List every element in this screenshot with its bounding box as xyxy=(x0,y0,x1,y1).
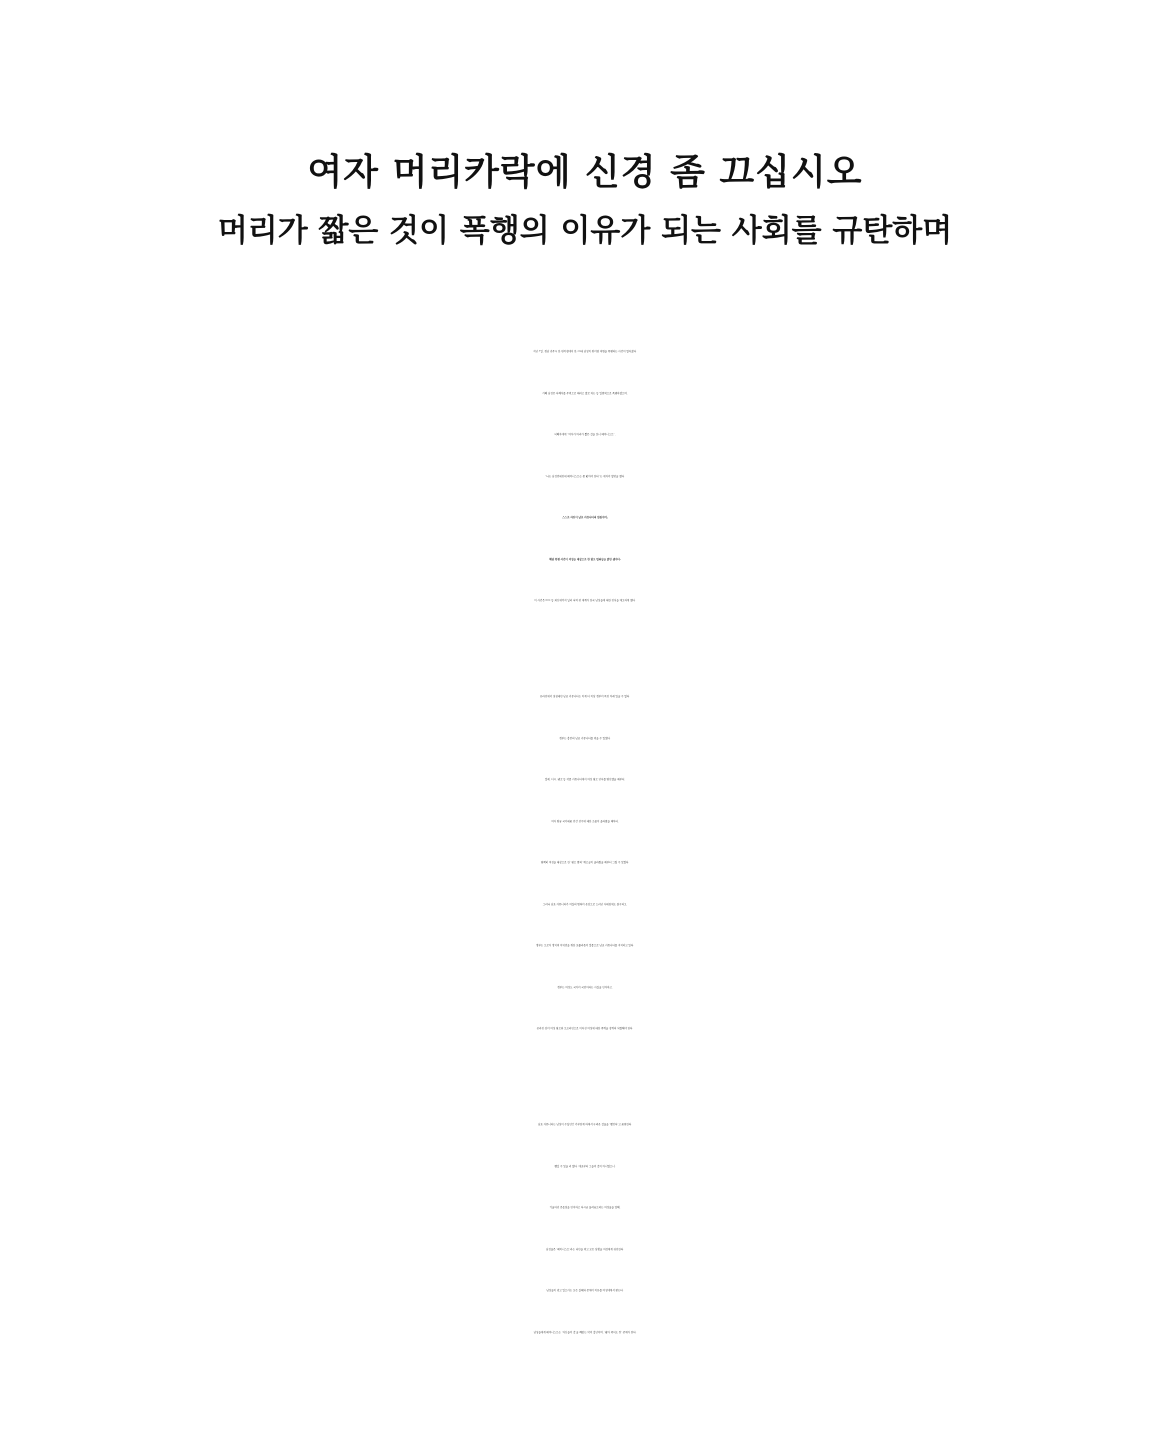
paragraph-line: 이 사건은 BBC 등 외신에까지 널리 퍼져 전 세계가 한국 남성들에 대한 인식을 재고하게 했다. xyxy=(534,599,636,602)
paragraph-line: 남성들은 ‘페미니스트’라는 낙인을 찍고 모든 상황을 여성에게 귀인한다. xyxy=(546,1247,624,1251)
paragraph-line: 남성들이 겪고 일으키는 모든 실패와 문제의 이유를 여성에게서 찾는다. xyxy=(546,1289,624,1292)
paragraph-line: 일베, 디시, 펨코 등 각종 커뮤니티에서 여성 혐오 단어를 양산했을 때부터, xyxy=(544,778,626,781)
paragraph-line: 정부는 여성도 국가의 국민이라는 사실을 인지하고, xyxy=(557,985,613,989)
paragraph-line: “나는 남성연대인데 페미니스트는 좀 맞아야 한다”는 취지의 발언을 했다. xyxy=(545,474,625,478)
paragraph-line: 남성들에게 페미니스트는 ‘자신들의 것’을 빼앗는 악의 집단이며, ‘맞아 죽어도 싼’ 존재가 된다. xyxy=(533,1330,637,1334)
paragraph-line: 온라인 상의 여성 혐오와 오프라인으로 이어진 여성에 대한 폭력을 강력히 처벌해야 한다. xyxy=(536,1027,634,1030)
paragraph-line: 그러나 남초 커뮤니티가 여실히 범죄의 온상으로 드러난 사태임에도 불구하고, xyxy=(542,902,628,906)
paragraph-line: 온라인에서 징징대던 남초 커뮤니티는 이제 더 이상 정부의 묵인 아래 있을 수 없다. xyxy=(539,695,631,698)
subtitle: 머리가 짧은 것이 폭행의 이유가 되는 사회를 규탄하며 xyxy=(217,213,953,249)
main-title: 여자 머리카락에 신경 좀 끄십시오 xyxy=(307,152,863,193)
paragraph-government xyxy=(0,676,1170,1050)
title-block xyxy=(0,143,1170,259)
paragraph-line: 기울어진 운동장을 인지하고 다시금 돌려놓으려는 여성들을 향해, xyxy=(549,1206,621,1209)
paragraph-line: 명백히 여성을 대상으로 한 ‘혐오 범죄’ 예고글이 올라왔을 때부터 그럴 수 있었다. xyxy=(540,861,630,864)
paragraph-line: 피해자에게 “여자가 머리가 짧은 것을 보니 페미니스트”, xyxy=(554,433,616,436)
paragraph-community xyxy=(0,1104,1170,1353)
paragraph-line: 여자 양궁 국가대표 안산 선수에 대한 조롱이 올라왔을 때부터, xyxy=(551,819,619,823)
paragraph-line-emphasis: 스스로 자신이 남초 커뮤니티의 일원이며, xyxy=(562,516,608,519)
paragraph-line: 정부는 충분히 남초 커뮤니티를 막을 수 있었다. xyxy=(559,736,611,740)
paragraph-incident xyxy=(0,331,1170,622)
paragraph-line: 뺏길 수 있을 리 없다. 애초부터 그들의 것이 아니었으니. xyxy=(554,1164,616,1168)
paragraph-line-emphasis: 해당 폭행 사건이 여성을 대상으로 한 혐오 범죄임을 밝힌 셈이다. xyxy=(549,557,621,561)
paragraph-line: 남초 커뮤니티는 남성이 수십년간 가부장제 하에서 누려온 것들을 ‘뺏긴다’고 표현한다. xyxy=(537,1123,633,1126)
paragraph-line: 가해 남성은 피해자를 주먹으로 때리고 발로 차는 등 일방적으로 폭행하였으며, xyxy=(542,391,628,395)
paragraph-line: 정부는 오로지 정치적 이익만을 위한 포퓰리즘의 일종으로 남초 커뮤니티를 지지하고 있다. xyxy=(535,944,635,947)
paragraph-line: 지난 4일, 경남 진주시 한 편의점에서 한 20대 남성이 편의점 직원을 폭행하는 사건이 벌어졌다. xyxy=(533,350,637,353)
